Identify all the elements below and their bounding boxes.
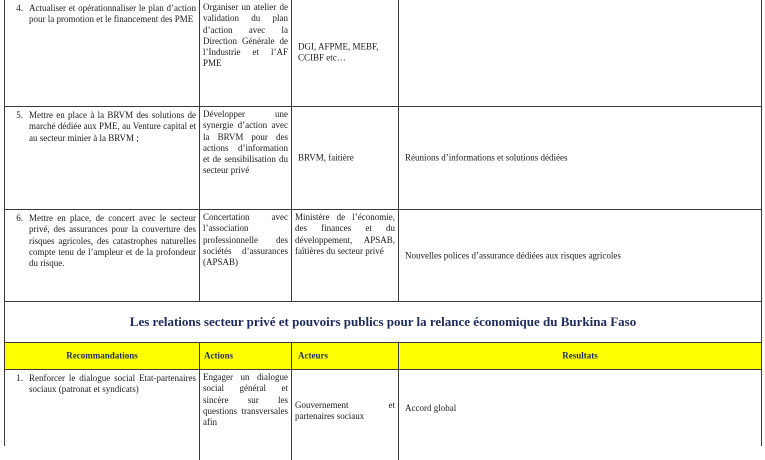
table-row — [5, 210, 761, 302]
table-row — [5, 370, 761, 460]
actors-text: Gouvernement et partenaires sociaux — [295, 400, 395, 422]
results-text: Accord global — [405, 403, 457, 413]
table-row — [5, 0, 761, 107]
header-acteurs-label: Acteurs — [298, 350, 328, 361]
row-number: 1. — [16, 373, 23, 383]
section-row — [5, 302, 761, 343]
row-number: 6. — [16, 213, 23, 223]
actors-text: DGI, AFPME, MEBF, CCIBF etc… — [298, 41, 379, 63]
recommendation-text: Mettre en place à la BRVM des solutions de marché dédiée aux PME, au Venture capital et au secteur minier à la BRVM ; — [29, 110, 196, 143]
actors-text: BRVM, faitière — [298, 152, 354, 163]
results-cell — [398, 107, 761, 209]
results-cell — [398, 0, 761, 106]
recommendation-cell — [5, 107, 199, 209]
action-text: Organiser un atelier de validation du plan d’action avec la Direction Générale de l’Industrie et l’AF PME — [203, 2, 288, 69]
recommendation-cell — [5, 370, 199, 460]
action-text: Concertation avec l’association professionnelle des sociétés d’assurances (APSAB) — [203, 212, 288, 268]
actors-cell — [291, 370, 398, 460]
results-text: Réunions d’informations et solutions dédiées — [405, 152, 568, 163]
section-title: Les relations secteur privé et pouvoirs publics pour la relance économique du Burkina Faso — [129, 314, 637, 329]
header-resultats-label: Resultats — [562, 350, 598, 361]
table-row — [5, 107, 761, 210]
action-cell — [199, 370, 291, 460]
action-cell — [199, 210, 291, 301]
recommendation-text: Actualiser et opérationnaliser le plan d’action pour la promotion et le financement des PME — [29, 3, 196, 25]
action-cell — [199, 0, 291, 106]
header-acteurs — [291, 343, 398, 369]
action-text: Engager un dialogue social général et sincère sur les questions transversales afin — [203, 372, 288, 428]
recommendation-cell — [5, 0, 199, 106]
header-actions-label: Actions — [204, 350, 233, 361]
action-text: Développer une synergie d’action avec la BRVM pour des actions d’information et de sensibilisation du secteur privé — [203, 109, 288, 176]
actors-text: Ministère de l’économie, des finances et du développement, APSAB, faîtières du secteur privé — [295, 212, 395, 256]
action-cell — [199, 107, 291, 209]
results-text: Nouvelles polices d’assurance dédiées aux risques agricoles — [405, 249, 621, 260]
actors-cell — [291, 107, 398, 209]
row-number: 5. — [16, 110, 23, 120]
results-cell — [398, 210, 761, 301]
row-number: 4. — [16, 3, 23, 13]
header-actions — [199, 343, 291, 369]
recommendation-cell — [5, 210, 199, 301]
actors-cell — [291, 210, 398, 301]
action-plan-table — [4, 0, 762, 446]
results-cell — [398, 370, 761, 460]
header-recommandations-label: Recommandations — [66, 350, 138, 361]
actors-cell — [291, 0, 398, 106]
recommendation-text: Renforcer le dialogue social Etat-partenaires sociaux (patronat et syndicats) — [29, 373, 196, 395]
recommendation-text: Mettre en place, de concert avec le secteur privé, des assurances pour la couverture des risques agricoles, des catastrophes naturelles compte tenu de l’ampleur et de la profondeur du risque. — [29, 213, 196, 269]
header-resultats — [398, 343, 761, 369]
header-recommandations — [5, 343, 199, 369]
table-header-row — [5, 343, 761, 370]
